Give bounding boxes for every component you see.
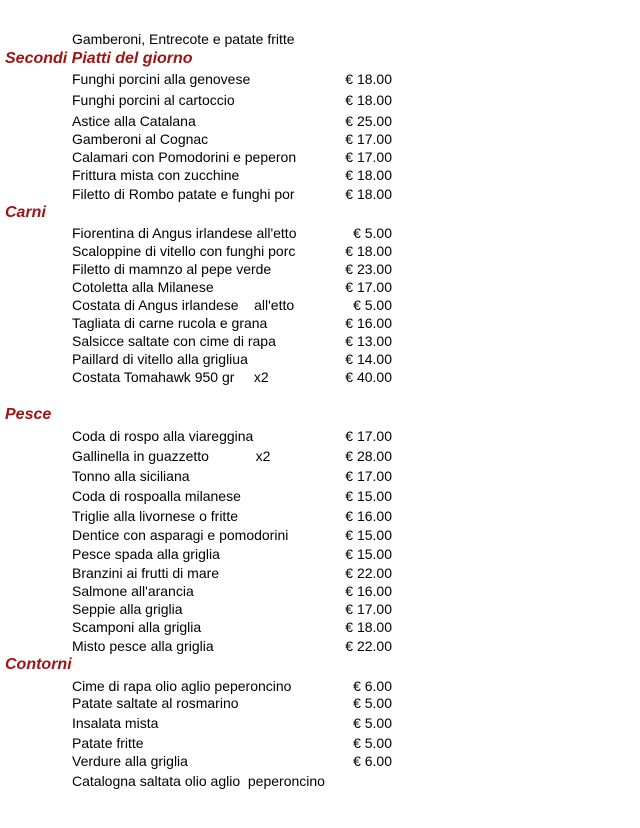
menu-item	[0, 600, 640, 619]
item-name: Frittura mista con zucchine	[72, 167, 240, 183]
item-price: € 17.00	[345, 149, 392, 165]
item-name: Verdure alla griglia	[72, 753, 188, 769]
item-price: € 17.00	[345, 131, 392, 147]
item-price: € 5.00	[353, 735, 392, 751]
menu-item	[0, 185, 640, 204]
item-name: Funghi porcini al cartoccio	[72, 92, 235, 108]
item-name: Costata Tomahawk 950 gr x2	[72, 369, 269, 385]
item-price: € 15.00	[345, 488, 392, 504]
item-name: Catalogna saltata olio aglio peperoncino	[72, 773, 325, 789]
menu-item	[0, 526, 640, 545]
section-title-contorni: Contorni	[5, 656, 72, 673]
menu-item	[0, 752, 640, 771]
item-price: € 22.00	[345, 638, 392, 654]
section-title-carni: Carni	[5, 204, 46, 221]
item-name: Gamberoni al Cognac	[72, 131, 209, 147]
menu-item	[0, 368, 640, 387]
item-price: € 18.00	[345, 619, 392, 635]
intro-text: Gamberoni, Entrecote e patate fritte	[72, 31, 295, 47]
item-name: Coda di rospo alla viareggina	[72, 428, 254, 444]
item-price: € 5.00	[353, 715, 392, 731]
menu-item	[0, 427, 640, 446]
item-name: Misto pesce alla griglia	[72, 638, 214, 654]
item-name: Costata di Angus irlandese all'etto	[72, 297, 295, 313]
item-name: Pesce spada alla griglia	[72, 546, 220, 562]
menu-item	[0, 130, 640, 149]
menu-item	[0, 564, 640, 583]
menu-item	[0, 112, 640, 131]
item-price: € 40.00	[345, 369, 392, 385]
menu-item	[0, 772, 640, 791]
item-name: Coda di rospoalla milanese	[72, 488, 241, 504]
item-name: Tagliata di carne rucola e grana	[72, 315, 268, 331]
item-price: € 6.00	[353, 678, 392, 694]
item-price: € 5.00	[353, 297, 392, 313]
item-name: Salsicce saltate con cime di rapa	[72, 333, 276, 349]
menu-item	[0, 582, 640, 601]
item-name: Dentice con asparagi e pomodorini	[72, 527, 289, 543]
item-name: Funghi porcini alla genovese	[72, 71, 251, 87]
menu-item	[0, 487, 640, 506]
menu-item	[0, 694, 640, 713]
item-price: € 15.00	[345, 527, 392, 543]
menu-item	[0, 70, 640, 89]
item-name: Paillard di vitello alla grigliua	[72, 351, 248, 367]
menu-item	[0, 242, 640, 261]
item-price: € 18.00	[345, 71, 392, 87]
section-title-pesce: Pesce	[5, 406, 52, 423]
menu-item	[0, 447, 640, 466]
item-price: € 18.00	[345, 92, 392, 108]
menu-item	[0, 296, 640, 315]
item-price: € 23.00	[345, 261, 392, 277]
item-name: Triglie alla livornese o fritte	[72, 508, 238, 524]
menu-item	[0, 278, 640, 297]
item-price: € 17.00	[345, 279, 392, 295]
item-name: Seppie alla griglia	[72, 601, 183, 617]
item-price: € 28.00	[345, 448, 392, 464]
intro-line	[0, 30, 640, 49]
item-price: € 18.00	[345, 243, 392, 259]
item-price: € 14.00	[345, 351, 392, 367]
item-name: Scamponi alla griglia	[72, 619, 202, 635]
section-title-secondi: Secondi Piatti del giorno	[5, 50, 193, 67]
item-price: € 17.00	[345, 601, 392, 617]
item-name: Calamari con Pomodorini e peperon	[72, 149, 297, 165]
item-price: € 15.00	[345, 546, 392, 562]
item-name: Gallinella in guazzetto x2	[72, 448, 271, 464]
item-name: Filetto di mamnzo al pepe verde	[72, 261, 272, 277]
item-price: € 25.00	[345, 113, 392, 129]
menu-item	[0, 224, 640, 243]
menu-item	[0, 260, 640, 279]
item-name: Insalata mista	[72, 715, 159, 731]
item-name: Cotoletta alla Milanese	[72, 279, 214, 295]
menu-item	[0, 545, 640, 564]
item-price: € 5.00	[353, 225, 392, 241]
item-name: Salmone all'arancia	[72, 583, 194, 599]
item-name: Fiorentina di Angus irlandese all'etto	[72, 225, 297, 241]
item-name: Patate saltate al rosmarino	[72, 695, 239, 711]
item-name: Scaloppine di vitello con funghi porc	[72, 243, 296, 259]
menu-item	[0, 637, 640, 656]
item-name: Tonno alla siciliana	[72, 468, 190, 484]
menu-item	[0, 350, 640, 369]
item-price: € 18.00	[345, 167, 392, 183]
item-name: Branzini ai frutti di mare	[72, 565, 220, 581]
menu-item	[0, 714, 640, 733]
item-name: Filetto di Rombo patate e funghi por	[72, 186, 295, 202]
item-price: € 16.00	[345, 583, 392, 599]
item-price: € 5.00	[353, 695, 392, 711]
item-name: Cime di rapa olio aglio peperoncino	[72, 678, 292, 694]
menu-item	[0, 332, 640, 351]
item-price: € 17.00	[345, 468, 392, 484]
menu-item	[0, 618, 640, 637]
item-price: € 16.00	[345, 508, 392, 524]
menu-item	[0, 91, 640, 110]
item-price: € 18.00	[345, 186, 392, 202]
item-name: Patate fritte	[72, 735, 144, 751]
menu-item	[0, 166, 640, 185]
menu-item	[0, 148, 640, 167]
menu-item	[0, 507, 640, 526]
item-name: Astice alla Catalana	[72, 113, 196, 129]
menu-item	[0, 467, 640, 486]
item-price: € 17.00	[345, 428, 392, 444]
item-price: € 13.00	[345, 333, 392, 349]
item-price: € 6.00	[353, 753, 392, 769]
menu-item	[0, 734, 640, 753]
menu-item	[0, 314, 640, 333]
item-price: € 22.00	[345, 565, 392, 581]
item-price: € 16.00	[345, 315, 392, 331]
